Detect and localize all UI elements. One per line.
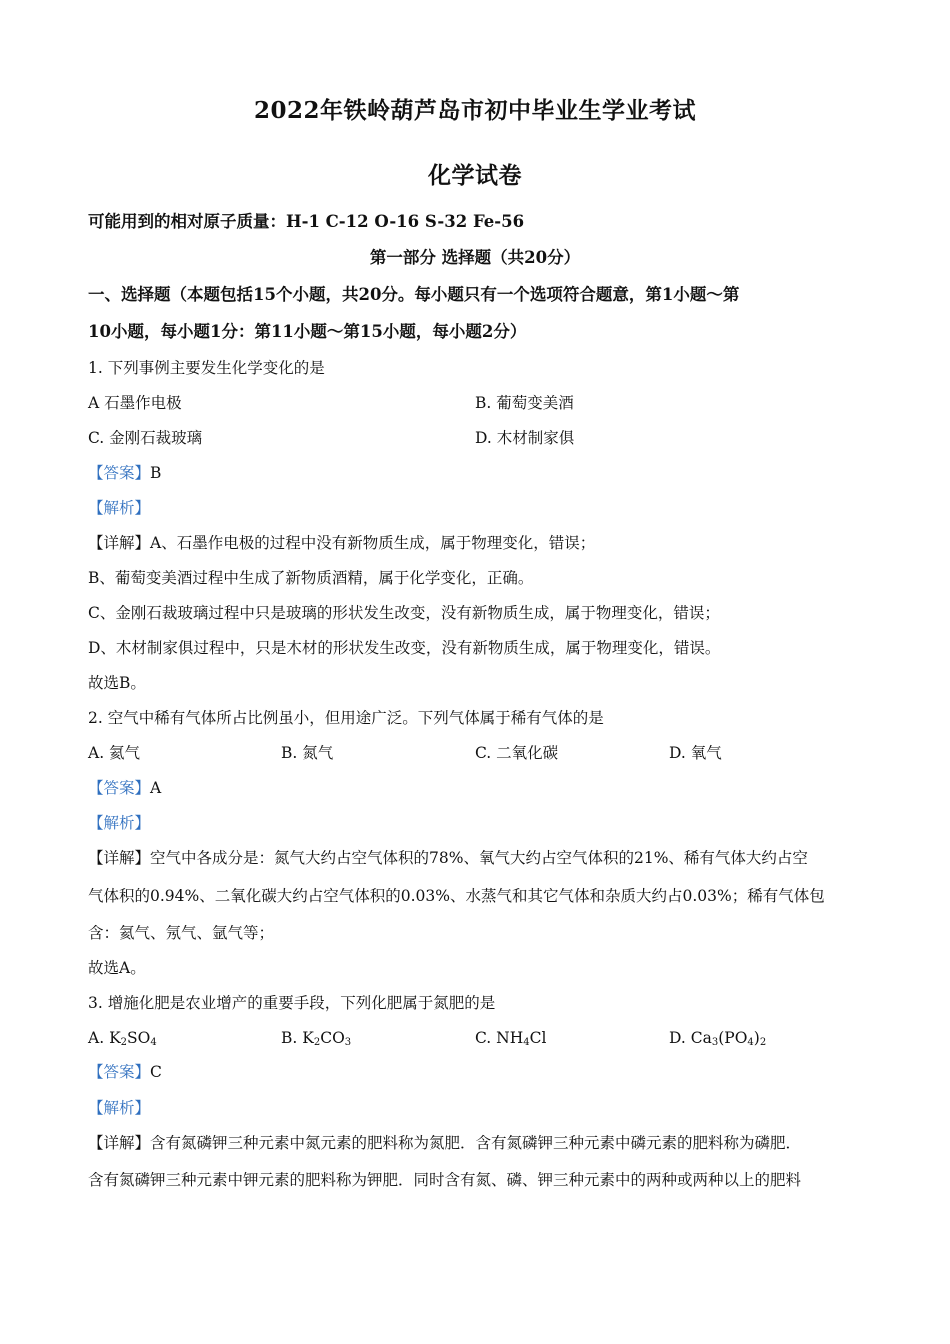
q2-answer-value: A bbox=[150, 779, 162, 797]
q1-option-c: C. 金刚石裁玻璃 bbox=[88, 429, 203, 447]
q2-answer bbox=[88, 778, 161, 798]
q1-option-d: D. 木材制家俱 bbox=[475, 429, 575, 447]
q2-detail-3: 故选A。 bbox=[88, 959, 146, 977]
q3-option-b bbox=[281, 1028, 351, 1053]
formula-subscript: 3 bbox=[344, 1037, 352, 1048]
q2-option-a: A. 氦气 bbox=[88, 744, 141, 762]
answer-tag: 【答案】 bbox=[88, 464, 151, 482]
q2-detail-1: 气体积的0.94%、二氧化碳大约占空气体积的0.03%、水蒸气和其它气体和杂质大约占0.03%；稀有气体包 bbox=[88, 887, 825, 905]
q1-option-a: A 石墨作电极 bbox=[88, 394, 182, 412]
q3-detail-text-0: 含有氮磷钾三种元素中氮元素的肥料称为氮肥．含有氮磷钾三种元素中磷元素的肥料称为磷肥． bbox=[150, 1134, 802, 1152]
section-heading-line2: 10小题，每小题1分：第11小题～第15小题，每小题2分） bbox=[88, 322, 527, 341]
detail-tag: 【详解】 bbox=[88, 1134, 151, 1152]
q1-detail-4: 故选B。 bbox=[88, 674, 146, 692]
formula-subscript: 3 bbox=[711, 1037, 719, 1048]
q3-detail-0 bbox=[88, 1133, 801, 1153]
formula-part: K bbox=[302, 1029, 314, 1047]
q1-detail-0 bbox=[88, 533, 595, 553]
detail-tag: 【详解】 bbox=[88, 849, 151, 867]
formula-subscript: 4 bbox=[150, 1037, 157, 1048]
formula-part: Cl bbox=[529, 1029, 547, 1047]
section-heading-line1: 一、选择题（本题包括15个小题，共20分。每小题只有一个选项符合题意，第1小题～第 bbox=[88, 285, 740, 304]
formula-subscript: 2 bbox=[759, 1037, 767, 1048]
q3-option-a bbox=[88, 1028, 157, 1053]
q3-option-a-letter: A. bbox=[88, 1029, 110, 1047]
q2-option-d: D. 氧气 bbox=[669, 744, 722, 762]
q1-option-b: B. 葡萄变美酒 bbox=[475, 394, 574, 412]
q1-answer-value: B bbox=[150, 464, 162, 482]
q3-option-c-letter: C. bbox=[475, 1029, 497, 1047]
formula-subscript: 2 bbox=[120, 1037, 128, 1048]
q2-detail-2: 含：氦气、氖气、氩气等； bbox=[88, 924, 275, 942]
q3-detail-1: 含有氮磷钾三种元素中钾元素的肥料称为钾肥．同时含有氮、磷、钾三种元素中的两种或两种以上的肥料 bbox=[88, 1171, 802, 1189]
part-title: 第一部分 选择题（共20分） bbox=[369, 248, 581, 267]
formula-subscript: 4 bbox=[747, 1037, 754, 1048]
atomic-masses: 可能用到的相对原子质量：H-1 C-12 O-16 S-32 Fe-56 bbox=[88, 212, 525, 231]
page-title: 2022年铁岭葫芦岛市初中毕业生学业考试 bbox=[253, 97, 696, 124]
formula-part: ) bbox=[753, 1029, 760, 1047]
detail-tag: 【详解】 bbox=[88, 534, 151, 552]
q3-option-d-letter: D. bbox=[669, 1029, 691, 1047]
formula-part: CO bbox=[320, 1029, 345, 1047]
formula-part: K bbox=[109, 1029, 121, 1047]
q1-detail-1: B、葡萄变美酒过程中生成了新物质酒精，属于化学变化，正确。 bbox=[88, 569, 534, 587]
q2-detail-text-0: 空气中各成分是：氮气大约占空气体积的78%、氧气大约占空气体积的21%、稀有气体大约占空 bbox=[150, 849, 808, 867]
q1-answer bbox=[88, 463, 161, 483]
q2-analysis-tag: 【解析】 bbox=[88, 814, 151, 832]
q1-detail-2: C、金刚石裁玻璃过程中只是玻璃的形状发生改变，没有新物质生成，属于物理变化，错误； bbox=[88, 604, 720, 622]
formula-subscript: 4 bbox=[523, 1037, 530, 1048]
q1-analysis-tag: 【解析】 bbox=[88, 499, 151, 517]
q2-detail-0 bbox=[88, 848, 808, 868]
answer-tag: 【答案】 bbox=[88, 1063, 151, 1081]
q1-detail-text-0: A、石墨作电极的过程中没有新物质生成，属于物理变化，错误； bbox=[150, 534, 596, 552]
q3-stem: 3. 增施化肥是农业增产的重要手段，下列化肥属于氮肥的是 bbox=[88, 994, 496, 1012]
q3-option-d bbox=[669, 1028, 766, 1053]
formula-part: Ca bbox=[690, 1029, 712, 1047]
formula-part: NH bbox=[496, 1029, 524, 1047]
formula-part: SO bbox=[127, 1029, 151, 1047]
answer-tag: 【答案】 bbox=[88, 779, 151, 797]
q3-option-c bbox=[475, 1028, 546, 1053]
page-subtitle: 化学试卷 bbox=[428, 162, 522, 189]
q1-detail-3: D、木材制家俱过程中，只是木材的形状发生改变，没有新物质生成，属于物理变化，错误。 bbox=[88, 639, 721, 657]
q3-answer-value: C bbox=[150, 1063, 162, 1081]
q2-option-c: C. 二氧化碳 bbox=[475, 744, 559, 762]
q2-option-b: B. 氮气 bbox=[281, 744, 334, 762]
formula-subscript: 2 bbox=[313, 1037, 321, 1048]
q1-stem: 1. 下列事例主要发生化学变化的是 bbox=[88, 359, 325, 377]
q3-answer bbox=[88, 1062, 162, 1082]
q2-stem: 2. 空气中稀有气体所占比例虽小，但用途广泛。下列气体属于稀有气体的是 bbox=[88, 709, 604, 727]
q3-analysis-tag: 【解析】 bbox=[88, 1099, 151, 1117]
q3-option-b-letter: B. bbox=[281, 1029, 303, 1047]
formula-part: (PO bbox=[718, 1029, 748, 1047]
